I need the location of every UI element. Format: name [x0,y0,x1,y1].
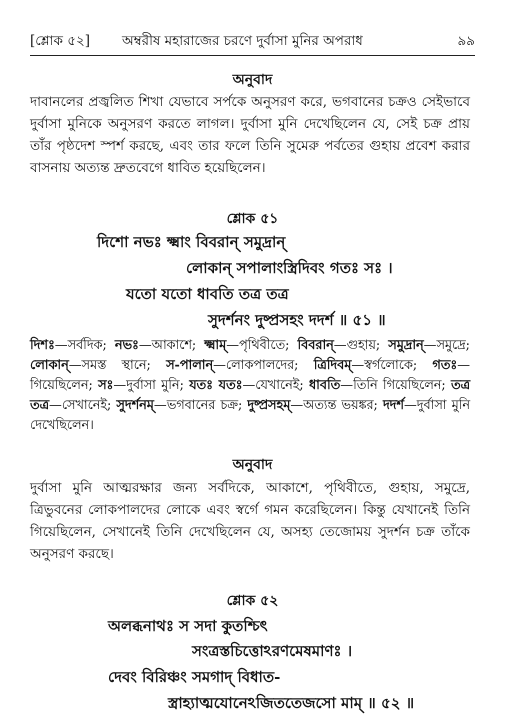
synonym-meaning: তিনি গিয়েছিলেন; [353,378,451,393]
synonym-meaning: দুর্বাসা মুনি; [126,378,190,393]
synonym-meaning: গিয়েছিলেন; [30,378,99,393]
verse-line: অলব্ধনাথঃ স সদা কুতশ্চিৎ [108,617,268,635]
synonym-meaning: সর্বদিক; [67,338,115,353]
synonym-meaning: ভগবানের চক্র; [166,398,248,413]
word-for-word-synonyms: দিশঃ—সর্বদিক; নভঃ—আকাশে; ক্ষ্মাম্—পৃথিবীতে; বিবরান্—গুহায়; সমুদ্রান্—সমুদ্রে; লোকান্—সমস্ত স্থানে; স-পালান্—লোকপালদের; ত্রিদিবম্—স্বর্গলোকে; গতঃ—গিয়েছিলেন; সঃ—দুর্বাসা মুনি; যতঃ যতঃ—যেখানেই; ধাবতি—তিনি গিয়েছিলেন; তত্র তত্র—সেখানেই; সুদর্শনম্—ভগবানের চক্র; দুষ্প্রসহম্—অত্যন্ত ভয়ঙ্কর; দদর্শ—দুর্বাসা মুনি দেখেছিলেন। [30,338,471,433]
synonym-term: লোকান্ [30,358,69,373]
synonym-term: দিশঃ [30,338,55,353]
synonym-term: গতঃ [432,358,458,373]
verse-line: স্ত্রাহ্যাত্মযোনেঽজিততেজসো মাম্ ॥ ৫২ ॥ [168,694,415,712]
synonym-term: তত্র তত্র [30,378,471,413]
synonym-meaning: সমুদ্রে; [436,338,470,353]
verse-line: দেবং বিরিঞ্চং সমগাদ্ বিধাত- [108,668,281,686]
synonym-meaning: আকাশে; [151,338,205,353]
synonym-term: স-পালান্ [166,358,214,373]
verse-reference: [শ্লোক ৫২] [30,33,91,49]
translation-heading: অনুবাদ [232,72,273,88]
header-rule [30,55,475,56]
synonym-meaning: লোকপালদের; [225,358,314,373]
synonym-term: দুষ্প্রসহম্ [247,398,291,413]
synonym-term: সুদর্শনম্ [116,398,154,413]
verse-line: দিশো নভঃ ক্ষ্মাং বিবরান্ সমুদ্রান্ [97,233,286,251]
verse-heading: শ্লোক ৫১ [226,211,279,227]
synonym-term: সমুদ্রান্ [388,338,424,353]
synonym-term: সঃ [98,378,114,393]
translation-paragraph: দাবানলের প্রজ্বলিত শিখা যেভাবে সর্পকে অনুসরণ করে, ভগবানের চক্রও সেইভাবে দুর্বাসা মুনিকে অনুসরণ করতে লাগল। দুর্বাসা মুনি দেখেছিলেন যে, সেই চক্র প্রায় তাঁর পৃষ্ঠদেশ স্পর্শ করছে, এবং তার ফলে তিনি সুমেরু পর্বতের গুহায় প্রবেশ করার বাসনায় অত্যন্ত দ্রুতবেগে ধাবিত হয়েছিলেন। [30,94,470,176]
synonym-meaning: গুহায়; [346,338,389,353]
synonym-term: নভঃ [114,338,139,353]
verse-line: যতো যতো ধাবতি তত্র তত্র [126,285,289,303]
synonym-meaning: যেখানেই; [255,378,309,393]
synonym-term: ধাবতি [309,378,341,393]
translation-heading: অনুবাদ [232,457,273,473]
synonym-term: বিবরান্ [297,338,334,353]
synonym-meaning: স্বর্গলোকে; [364,358,433,373]
synonym-meaning: সেখানেই; [61,398,117,413]
verse-heading: শ্লোক ৫২ [226,593,279,609]
page-number: ৯৯ [457,33,475,49]
running-header [30,30,475,52]
verse-line: লোকান্ সপালাংস্ত্রিদিবং গতঃ সঃ । [186,259,393,277]
synonym-term: ক্ষ্মাম্ [204,338,227,353]
synonym-meaning: অত্যন্ত ভয়ঙ্কর; [303,398,383,413]
synonym-meaning: সমস্ত স্থানে; [81,358,167,373]
verse-line: সংত্রস্তচিত্তোঽরণমেষমাণঃ । [192,642,353,660]
synonym-meaning: দুর্বাসা মুনি দেখেছিলেন। [30,398,471,433]
synonym-meaning: পৃথিবীতে; [239,338,298,353]
running-title: অম্বরীষ মহারাজের চরণে দুর্বাসা মুনির অপরাধ [122,33,363,49]
synonym-term: যতঃ যতঃ [189,378,243,393]
verse-line: সুদর্শনং দুষ্প্রসহং দদর্শ ॥ ৫১ ॥ [208,311,386,329]
synonym-term: ত্রিদিবম্ [313,358,352,373]
synonym-term: দদর্শ [382,398,404,413]
translation-paragraph: দুর্বাসা মুনি আত্মরক্ষার জন্য সর্বদিকে, আকাশে, পৃথিবীতে, গুহায়, সমুদ্রে, ত্রিভুবনের লোকপালদের লোকে এবং স্বর্গে গমন করেছিলেন। কিন্তু যেখানেই তিনি গিয়েছিলেন, সেখানেই তিনি দেখেছিলেন যে, অসহ্য তেজোময় সুদর্শন চক্র তাঁকে অনুসরণ করছে। [30,480,470,562]
